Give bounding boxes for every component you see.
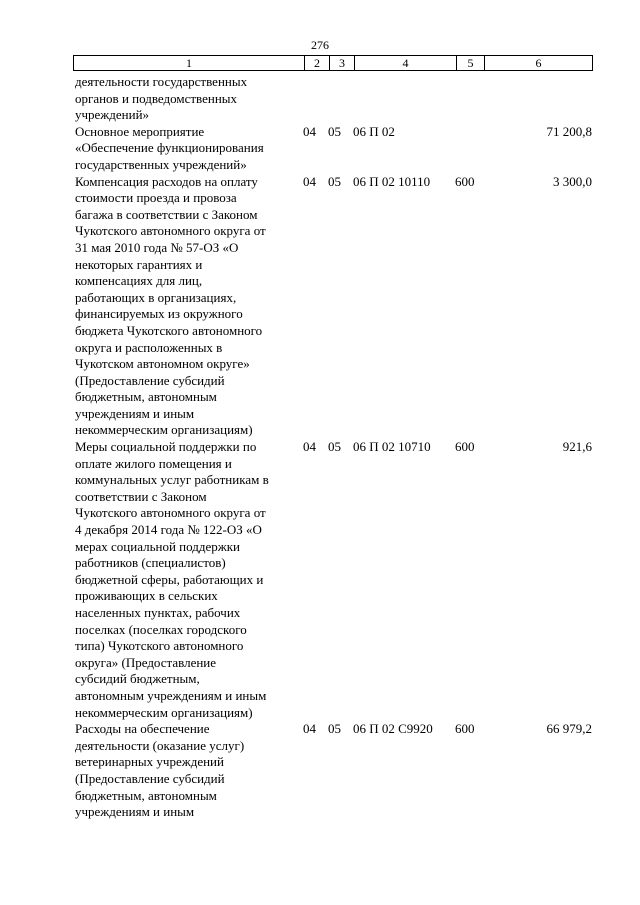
table-row <box>0 74 640 124</box>
table-row <box>0 174 640 440</box>
description-line: «Обеспечение функционирования <box>75 140 264 156</box>
description-line: стоимости проезда и провоза <box>75 190 237 206</box>
description-line: бюджетной сферы, работающих и <box>75 571 264 587</box>
description-line: некоммерческим организациям) <box>75 422 253 438</box>
target-article-code: 06 П 02 <box>353 123 395 139</box>
expense-type-code: 600 <box>455 721 475 737</box>
description-line: округа» (Предоставление <box>75 654 217 670</box>
header-col-4: 4 <box>354 56 456 70</box>
table-row <box>0 439 640 721</box>
description-line: бюджетным, автономным <box>75 787 217 803</box>
description-line: типа) Чукотского автономного <box>75 638 244 654</box>
row-description <box>75 721 305 821</box>
description-line: Расходы на обеспечение <box>75 721 210 737</box>
row-description <box>75 439 305 721</box>
page-number: 276 <box>311 38 329 52</box>
description-line: округа и расположенных в <box>75 339 223 355</box>
section-code: 04 <box>303 123 316 139</box>
subsection-code: 05 <box>328 439 341 455</box>
description-line: багажа в соответствии с Законом <box>75 206 258 222</box>
description-line: проживающих в сельских <box>75 588 218 604</box>
header-col-2: 2 <box>304 56 329 70</box>
description-line: деятельности государственных <box>75 74 248 89</box>
description-line: компенсациях для лиц, <box>75 273 203 289</box>
header-col-1: 1 <box>186 56 192 70</box>
description-line: Чукотского автономного округа от <box>75 223 266 239</box>
description-line: некоторых гарантиях и <box>75 256 203 272</box>
target-article-code: 06 П 02 С9920 <box>353 721 433 737</box>
table-row <box>0 124 640 174</box>
description-line: деятельности (оказание услуг) <box>75 737 245 753</box>
amount-value: 921,6 <box>562 439 592 455</box>
target-article-code: 06 П 02 10110 <box>353 173 431 189</box>
description-line: мерах социальной поддержки <box>75 538 241 554</box>
amount-value: 71 200,8 <box>546 123 592 139</box>
description-line: Компенсация расходов на оплату <box>75 173 258 189</box>
target-article-code: 06 П 02 10710 <box>353 439 431 455</box>
table-header <box>73 55 593 71</box>
section-code: 04 <box>303 721 316 737</box>
description-line: 4 декабря 2014 года № 122-ОЗ «О <box>75 522 262 538</box>
subsection-code: 05 <box>328 173 341 189</box>
description-line: учреждений» <box>75 107 150 123</box>
description-line: некоммерческим организациям) <box>75 704 253 720</box>
amount-value: 66 979,2 <box>546 721 592 737</box>
description-line: населенных пунктах, рабочих <box>75 605 241 620</box>
section-code: 04 <box>303 173 316 189</box>
description-line: Чукотском автономном округе» <box>75 356 250 372</box>
description-line: работников (специалистов) <box>75 555 226 571</box>
description-line: ветеринарных учреждений <box>75 754 224 770</box>
description-line: финансируемых из окружного <box>75 306 243 322</box>
subsection-code: 05 <box>328 721 341 737</box>
row-description <box>75 124 305 174</box>
description-line: Меры социальной поддержки по <box>75 439 257 455</box>
description-line: поселках (поселках городского <box>75 621 247 637</box>
description-line: коммунальных услуг работникам в <box>75 472 269 488</box>
description-line: соответствии с Законом <box>75 488 207 504</box>
description-line: Чукотского автономного округа от <box>75 505 266 521</box>
table-body <box>0 74 640 821</box>
description-line: бюджета Чукотского автономного <box>75 322 263 338</box>
description-line: субсидий бюджетным, <box>75 671 200 687</box>
description-line: бюджетным, автономным <box>75 389 217 405</box>
description-line: государственных учреждений» <box>75 156 247 172</box>
section-code: 04 <box>303 439 316 455</box>
description-line: (Предоставление субсидий <box>75 770 225 786</box>
header-col-3: 3 <box>329 56 354 70</box>
description-line: автономным учреждениям и иным <box>75 687 267 703</box>
header-col-6: 6 <box>484 56 592 70</box>
description-line: оплате жилого помещения и <box>75 455 232 471</box>
description-line: учреждениям и иным <box>75 804 195 820</box>
description-line: органов и подведомственных <box>75 90 238 106</box>
subsection-code: 05 <box>328 123 341 139</box>
header-col-5: 5 <box>456 56 484 70</box>
description-line: работающих в организациях, <box>75 289 237 305</box>
table-row <box>0 721 640 821</box>
description-line: 31 мая 2010 года № 57-ОЗ «О <box>75 239 239 255</box>
amount-value: 3 300,0 <box>553 173 592 189</box>
row-description <box>75 74 305 124</box>
expense-type-code: 600 <box>455 439 475 455</box>
row-description <box>75 174 305 440</box>
description-line: Основное мероприятие <box>75 123 205 139</box>
expense-type-code: 600 <box>455 173 475 189</box>
description-line: (Предоставление субсидий <box>75 372 225 388</box>
description-line: учреждениям и иным <box>75 405 195 421</box>
